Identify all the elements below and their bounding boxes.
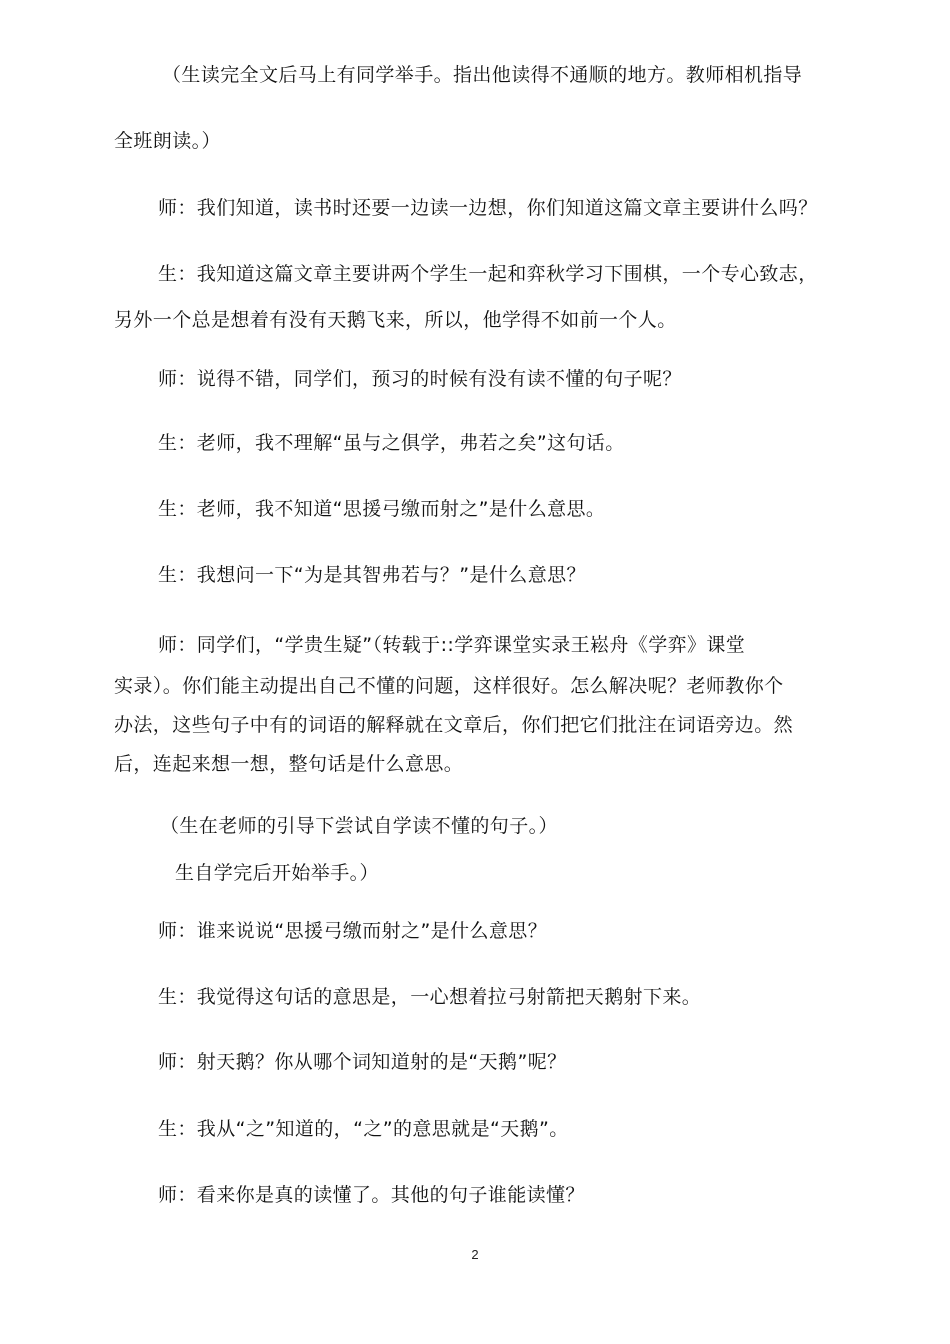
paragraph-line: 师：谁来说说“思援弓缴而射之”是什么意思？	[158, 920, 548, 942]
paragraph-line: 另外一个总是想着有没有天鹅飞来，所以，他学得不如前一个人。	[114, 309, 677, 331]
paragraph-line: 全班朗读。）	[114, 130, 221, 152]
paragraph-line: 生：我从“之”知道的，“之”的意思就是“天鹅”。	[158, 1118, 569, 1140]
paragraph-line: 生：我想问一下“为是其智弗若与？”是什么意思？	[158, 564, 586, 586]
paragraph-line: 师：我们知道，读书时还要一边读一边想，你们知道这篇文章主要讲什么吗？	[158, 197, 818, 219]
paragraph-line: （生在老师的引导下尝试自学读不懂的句子。）	[160, 815, 558, 837]
paragraph-line: （生读完全文后马上有同学举手。指出他读得不通顺的地方。教师相机指导	[162, 64, 803, 86]
paragraph-line: 师：说得不错，同学们，预习的时候有没有读不懂的句子呢？	[158, 368, 682, 390]
paragraph-line: 生：老师，我不理解“虽与之俱学，弗若之矣”这句话。	[158, 432, 625, 454]
paragraph-line: 生：老师，我不知道“思援弓缴而射之”是什么意思。	[158, 498, 606, 520]
paragraph-line: 生：我知道这篇文章主要讲两个学生一起和弈秋学习下围棋，一个专心致志，	[158, 263, 818, 285]
paragraph-line: 生：我觉得这句话的意思是，一心想着拉弓射箭把天鹅射下来。	[158, 986, 702, 1008]
paragraph-line: 生自学完后开始举手。）	[175, 862, 379, 884]
paragraph-line: 后，连起来想一想，整句话是什么意思。	[114, 753, 464, 775]
paragraph-line: 实录）。你们能主动提出自己不懂的问题，这样很好。怎么解决呢？老师教你个	[114, 675, 784, 697]
page-number: 2	[471, 1247, 479, 1262]
paragraph-line: 师：同学们，“学贵生疑”（转载于::学弈课堂实录王崧舟《学弈》课堂	[158, 634, 746, 656]
paragraph-line: 办法，这些句子中有的词语的解释就在文章后，你们把它们批注在词语旁边。然	[114, 714, 794, 736]
paragraph-line: 师：看来你是真的读懂了。其他的句子谁能读懂？	[158, 1184, 585, 1206]
paragraph-line: 师：射天鹅？你从哪个词知道射的是“天鹅”呢？	[158, 1051, 567, 1073]
